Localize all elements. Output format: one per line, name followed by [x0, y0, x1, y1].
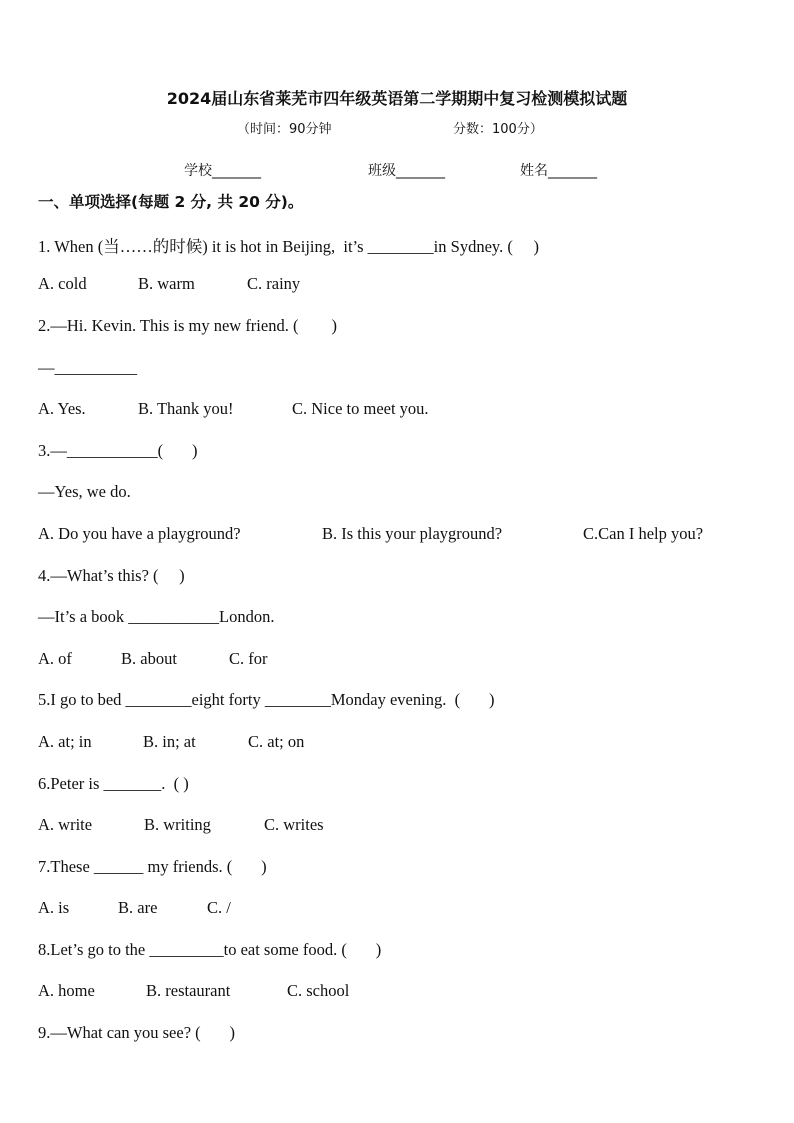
q1-option-c: C. rainy: [247, 274, 301, 293]
question-8-stem: 8.Let’s go to the _________to eat some food. ( ): [38, 940, 382, 959]
question-4-answer-line: —It’s a book ___________London.: [38, 607, 275, 626]
question-5-stem: 5.I go to bed ________eight forty ________Monday evening. ( ): [38, 690, 495, 709]
q2-option-c: C. Nice to meet you.: [292, 399, 429, 418]
school-field: 学校_______: [184, 163, 261, 179]
q2-option-a: A. Yes.: [38, 399, 86, 418]
question-1-stem: 1. When (当……的时候) it is hot in Beijing, it’s ________in Sydney. ( ): [38, 237, 539, 256]
q6-option-b: B. writing: [144, 815, 211, 834]
question-2-stem: 2.—Hi. Kevin. This is my new friend. ( ): [38, 316, 337, 335]
q7-option-c: C. /: [207, 898, 231, 917]
q5-option-b: B. in; at: [143, 732, 196, 751]
class-field: 班级_______: [368, 163, 445, 179]
exam-title: 2024届山东省莱芜市四年级英语第二学期期中复习检测模拟试题: [166, 89, 628, 108]
question-7-stem: 7.These ______ my friends. ( ): [38, 857, 267, 876]
q4-option-c: C. for: [229, 649, 268, 668]
question-3-answer-line: —Yes, we do.: [38, 482, 131, 501]
q7-option-a: A. is: [38, 898, 70, 917]
q7-option-b: B. are: [118, 898, 158, 917]
q3-option-b: B. Is this your playground?: [322, 524, 503, 543]
q6-option-a: A. write: [38, 815, 93, 834]
exam-score: 分数：100分）: [453, 122, 543, 137]
question-9-stem: 9.—What can you see? ( ): [38, 1023, 236, 1042]
q8-option-b: B. restaurant: [146, 981, 231, 1000]
question-3-stem: 3.—___________( ): [38, 441, 198, 460]
q1-option-a: A. cold: [38, 274, 87, 293]
question-2-answer-line: —__________: [38, 358, 137, 377]
q8-option-c: C. school: [287, 981, 350, 1000]
q4-option-b: B. about: [121, 649, 177, 668]
question-4-stem: 4.—What’s this? ( ): [38, 566, 185, 585]
section-heading: 一、单项选择(每题 2 分, 共 20 分)。: [38, 193, 304, 211]
question-6-stem: 6.Peter is _______. ( ): [38, 774, 189, 793]
q6-option-c: C. writes: [264, 815, 324, 834]
q1-option-b: B. warm: [138, 274, 195, 293]
q3-option-c: C.Can I help you?: [583, 524, 704, 543]
name-field: 姓名_______: [520, 163, 597, 179]
exam-time: （时间：90分钟: [237, 122, 332, 137]
q3-option-a: A. Do you have a playground?: [38, 524, 241, 543]
q5-option-c: C. at; on: [248, 732, 305, 751]
q5-option-a: A. at; in: [38, 732, 92, 751]
q8-option-a: A. home: [38, 981, 95, 1000]
q4-option-a: A. of: [38, 649, 72, 668]
q2-option-b: B. Thank you!: [138, 399, 234, 418]
